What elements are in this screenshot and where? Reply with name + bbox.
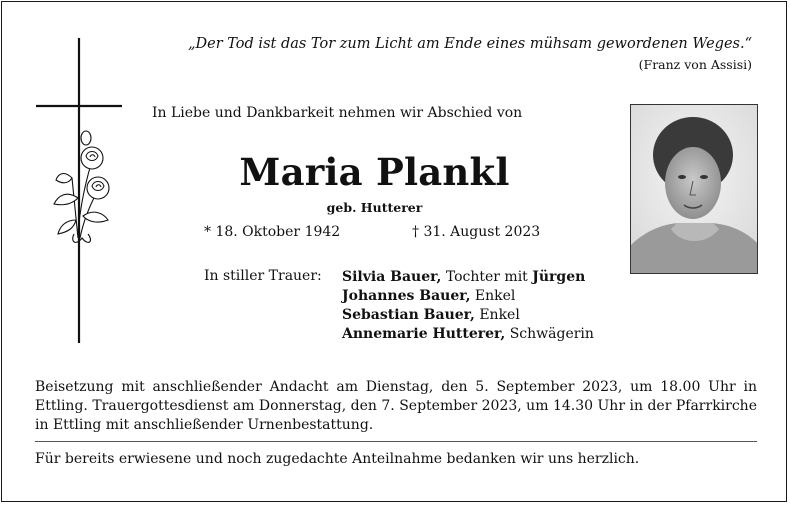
quote: „Der Tod ist das Tor zum Licht am Ende eines mühsam gewordenen Weges.“ — [188, 36, 752, 52]
mourner-name: Annemarie Hutterer, — [342, 326, 506, 342]
mourner-item — [342, 268, 594, 287]
mourner-extra: Jürgen — [532, 269, 586, 285]
funeral-details: Beisetzung mit anschließender Andacht am Dienstag, den 5. September 2023, um 18.00 Uhr in Ettling. Trauergottesdienst am Donnerstag, den 7. September 2023, um 14.30 Uhr in der Pfarrkirche in Ettling mit anschließender Urnenbestattung. — [35, 379, 757, 433]
thanks-text: Für bereits erwiesene und noch zugedachte Anteilnahme bedanken wir uns herzlich. — [35, 451, 640, 467]
mourner-role: Schwägerin — [505, 326, 594, 342]
mourner-name: Sebastian Bauer, — [342, 307, 475, 323]
obituary-card — [1, 1, 787, 502]
mourner-name: Johannes Bauer, — [342, 288, 471, 304]
mourner-name: Silvia Bauer, — [342, 269, 442, 285]
portrait-photo — [630, 104, 758, 274]
mourners-label: In stiller Trauer: — [204, 268, 322, 284]
mourner-item — [342, 325, 594, 344]
death-date: † 31. August 2023 — [412, 224, 541, 240]
mourner-role: Enkel — [474, 307, 520, 323]
intro-text: In Liebe und Dankbarkeit nehmen wir Abschied von — [152, 105, 523, 121]
deceased-name: Maria Plankl — [239, 150, 510, 194]
mourner-role: Enkel — [470, 288, 516, 304]
birth-date: * 18. Oktober 1942 — [204, 224, 341, 240]
birth-name: geb. Hutterer — [326, 200, 423, 215]
mourners-list — [342, 268, 594, 344]
divider — [35, 441, 757, 442]
mourner-role: Tochter mit — [441, 269, 533, 285]
mourner-item — [342, 306, 594, 325]
quote-author: (Franz von Assisi) — [638, 57, 752, 72]
mourner-item — [342, 287, 594, 306]
